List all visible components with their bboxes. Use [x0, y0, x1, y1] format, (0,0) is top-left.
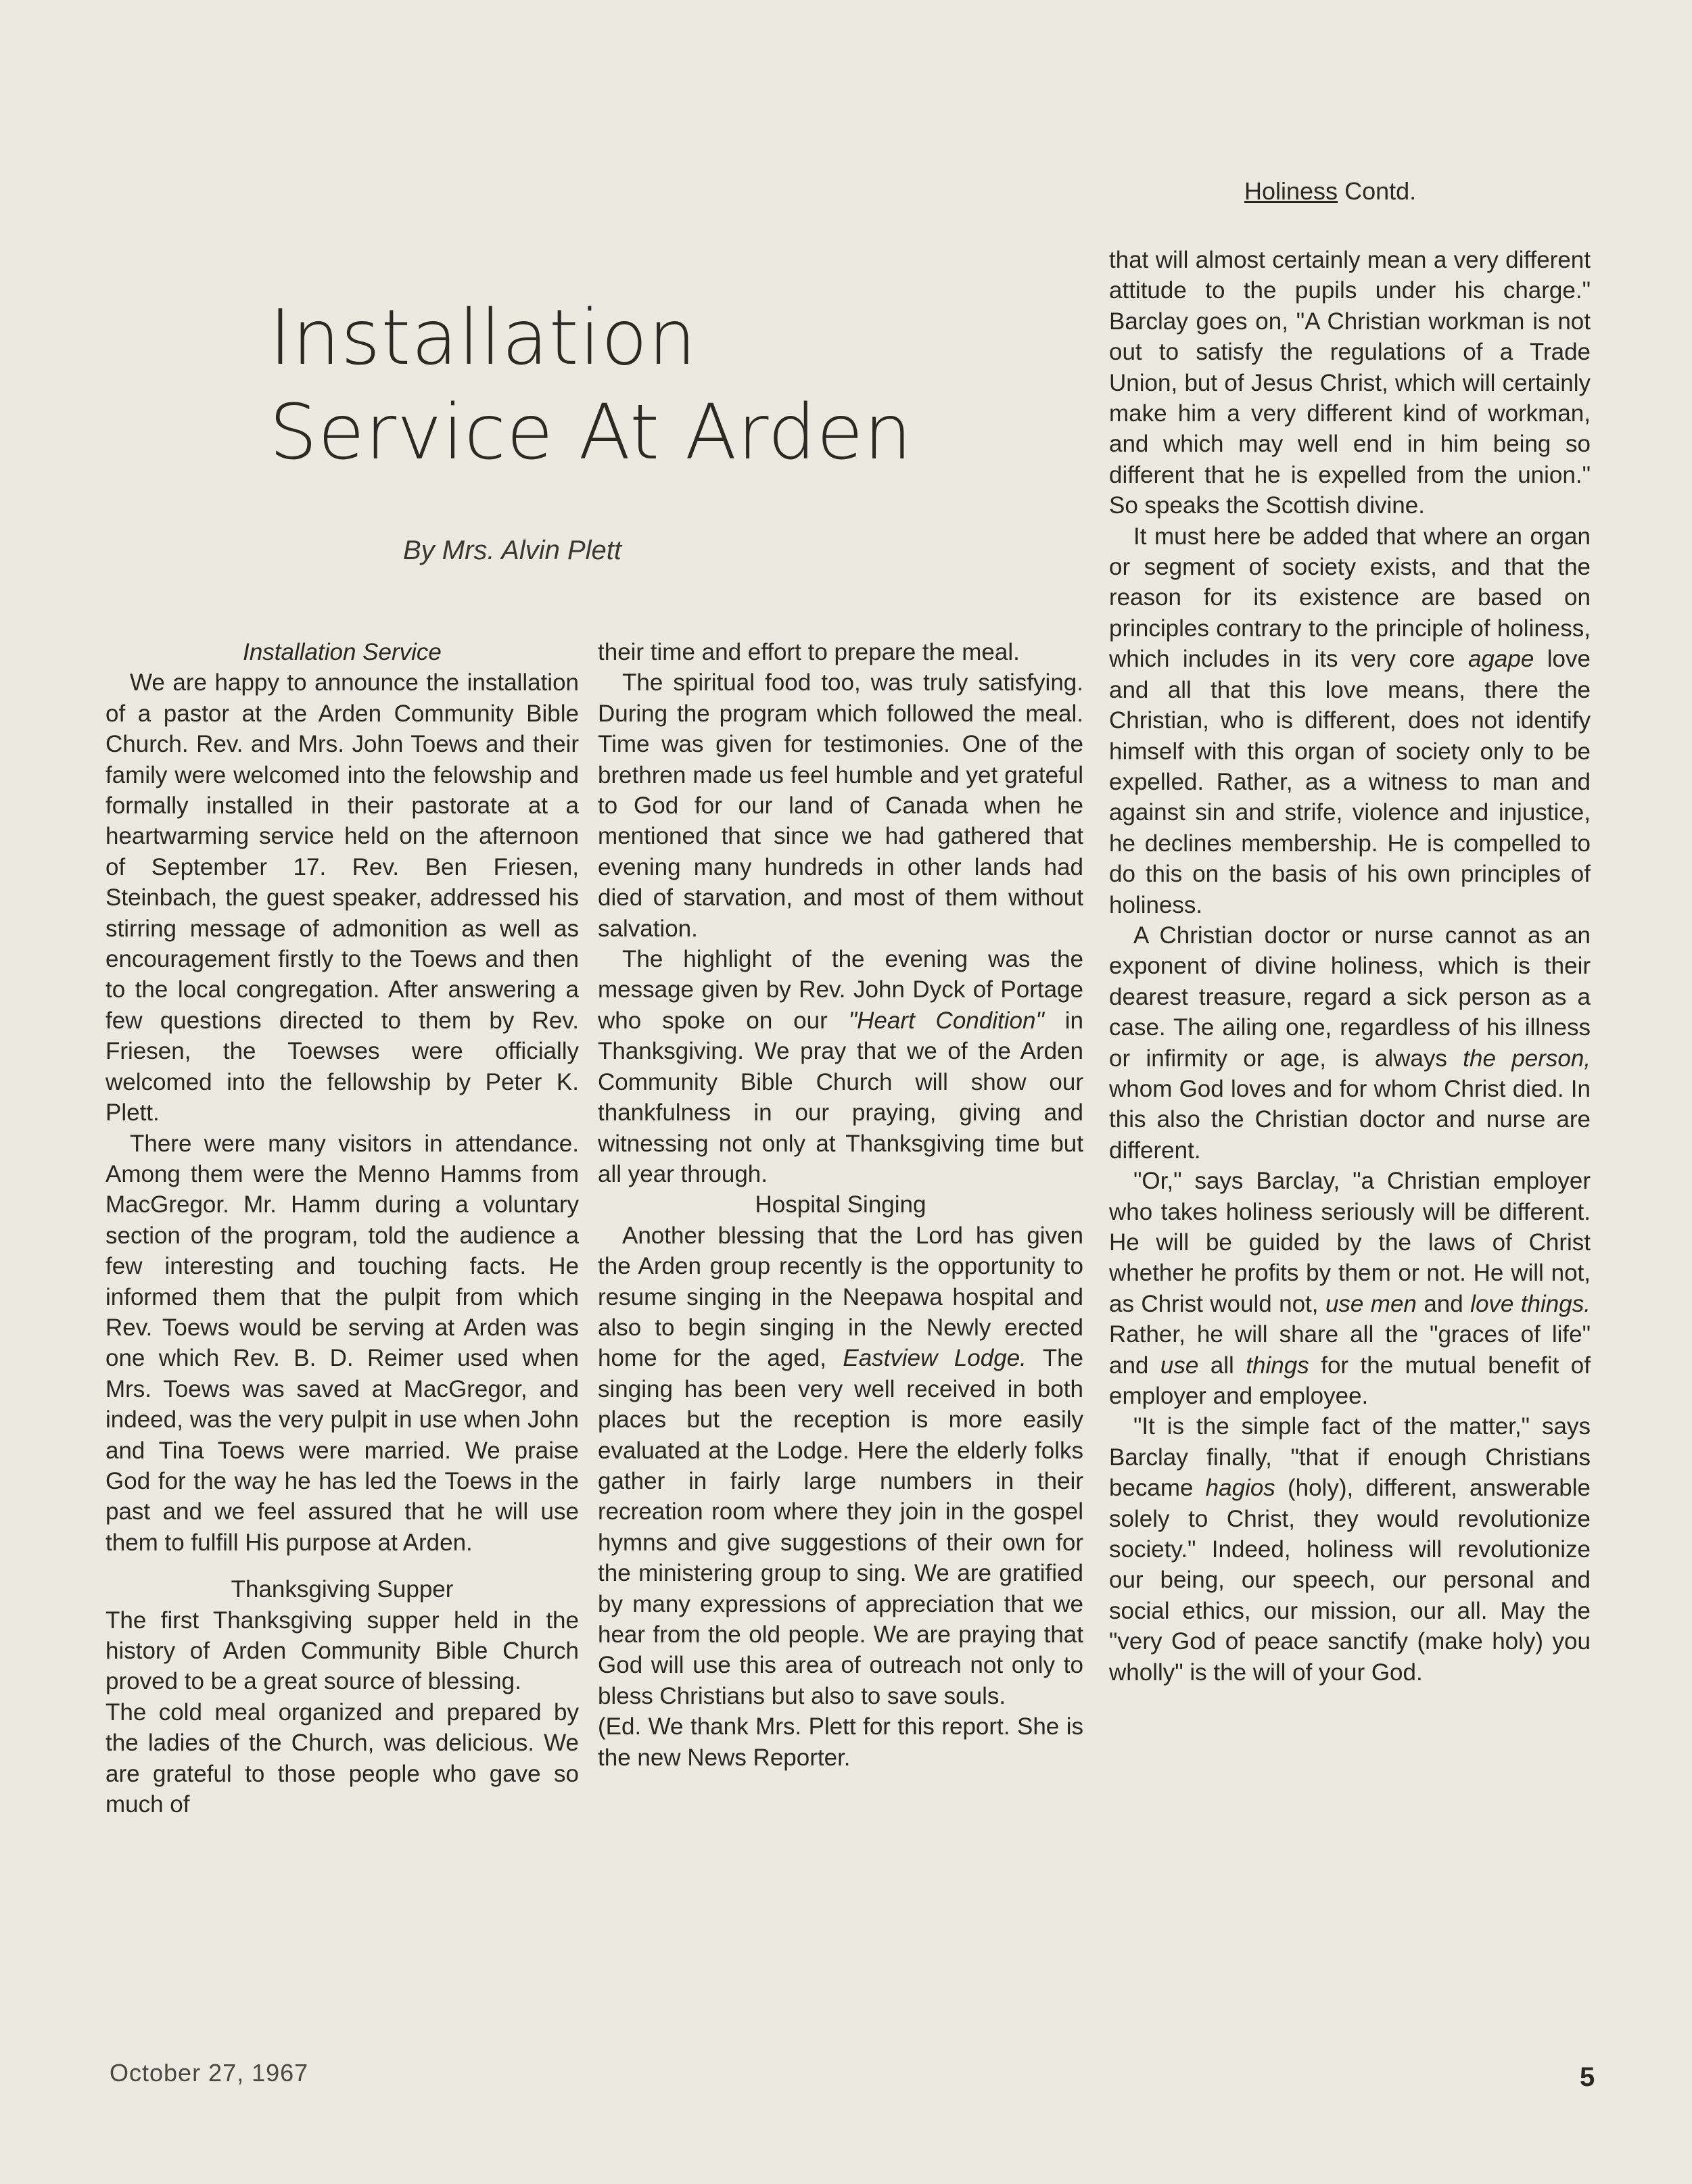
paragraph: that will almost certainly mean a very different attitude to the pupils under his charge." Barclay goes on, "A Christian workman is not out to satisfy the regulations of a Trade Union, but of Jesus Christ, which will certainly make him a very different kind of workman, and which may well end in him being so different that he is expelled from the union." So speaks the Scottish divine. — [1109, 247, 1591, 519]
text-run: "Or," says Barclay, "a Christian employer who takes holiness seriously will be different. He will be guided by the laws of Christ whether he profits by them or not. He will not, as Christ would not, — [1109, 1168, 1591, 1317]
paragraph: The first Thanksgiving supper held in the history of Arden Community Bible Church proved to be a great source of blessing. — [105, 1607, 579, 1695]
text-run-italic: use men — [1325, 1290, 1417, 1317]
text-run: A Christian doctor or nurse cannot as an exponent of divine holiness, which is their dearest treasure, regard a sick person as a case. The ailing one, regardless of his illness or infirmity or age, is always — [1109, 922, 1591, 1072]
paragraph — [1109, 1411, 1591, 1688]
text-run-italic: love things. — [1470, 1290, 1591, 1317]
holiness-column — [1109, 245, 1591, 1688]
article-column-1 — [105, 637, 579, 1820]
article-column-2 — [598, 637, 1083, 1773]
text-run-italic: use — [1160, 1352, 1199, 1379]
paragraph: We are happy to announce the installation of a pastor at the Arden Community Bible Church. Rev. and Mrs. John Toews and their family were welcomed into the felowship and formally installed in their pastorate at a heartwarming service held on the afternoon of September 17. Rev. Ben Friesen, Steinbach, the guest speaker, addressed his stirring message of admonition as well as encouragement firstly to the Toews and then to the local congregation. After answering a few questions directed to them by Rev. Friesen, the Toewses were officially welcomed into the fellowship by Peter K. Plett. — [105, 669, 579, 1126]
text-run-italic: the person, — [1463, 1045, 1591, 1072]
text-run: whom God loves and for whom Christ died. In this also the Christian doctor and nurse are different. — [1109, 1075, 1591, 1164]
text-run: (holy), different, answerable solely to Christ, they would revolutionize society." Indeed, holiness will revolutionize our being, our speech, our personal and social ethics, our mission, our all. May the "very God of peace sanctify (make holy) you wholly" is the will of your God. — [1109, 1475, 1591, 1686]
paragraph — [1109, 521, 1591, 920]
text-run: for the mutual benefit of employer and employee. — [1109, 1352, 1591, 1410]
text-run: all — [1210, 1352, 1234, 1379]
editor-note: (Ed. We thank Mrs. Plett for this report. She is the new News Reporter. — [598, 1713, 1083, 1771]
text-run: "It is the simple fact of the matter," says Barclay finally, "that if enough Christians became — [1109, 1413, 1591, 1502]
text-run: and — [1424, 1290, 1463, 1317]
text-run: in Thanksgiving. We pray that we of the Arden Community Bible Church will show our thankfulness in our praying, giving and witnessing not only at Thanksgiving time but all year through. — [598, 1007, 1083, 1187]
text-run: The highlight of the evening was the message given by Rev. John Dyck of Portage who spoke on our — [598, 946, 1083, 1034]
continuation-header — [1244, 177, 1416, 206]
text-run: Another blessing that the Lord has given the Arden group recently is the opportunity to resume singing in the Neepawa hospital and also to begin singing in the Newly erected home for the aged, — [598, 1222, 1083, 1372]
paragraph: The cold meal organized and prepared by the ladies of the Church, was delicious. We are grateful to those people who gave so much of — [105, 1699, 579, 1818]
text-run-italic: "Heart Condition" — [848, 1007, 1044, 1034]
text-run: The singing has been very well received in both places but the reception is more easily evaluated at the Lodge. Here the elderly folks gather in fairly large numbers in their recreation room where they join in the gospel hymns and give suggestions of their own for the ministering group to sing. We are gratified by many expressions of appreciation that we hear from the old people. We are praying that God will use this area of outreach not only to bless Christians but also to save souls. — [598, 1345, 1083, 1709]
article-title — [269, 291, 959, 480]
paragraph: There were many visitors in attendance. Among them were the Menno Hamms from MacGregor. Mr. Hamm during a voluntary section of the program, told the audience a few interesting and touching facts. He informed them that the pulpit from which Rev. Toews would be serving at Arden was one which Rev. B. D. Reimer used when Mrs. Toews was saved at MacGregor, and indeed, was the very pulpit in use when John and Tina Toews were married. We praise God for the way he has led the Toews in the past and we feel assured that he will use them to fulfill His purpose at Arden. — [105, 1130, 579, 1556]
page-number: 5 — [1580, 2062, 1595, 2092]
section-heading-thanksgiving: Thanksgiving Supper — [231, 1576, 454, 1603]
paragraph — [598, 1220, 1083, 1712]
paragraph: The spiritual food too, was truly satisfying. During the program which followed the meal. Time was given for testimonies. One of the brethren made us feel humble and yet grateful to God for our land of Canada when he mentioned that since we had gathered that evening many hundreds in other lands had died of starvation, and most of them without salvation. — [598, 669, 1083, 942]
text-run-italic: agape — [1468, 646, 1534, 673]
continuation-link[interactable]: Holiness — [1244, 177, 1338, 205]
paragraph — [598, 944, 1083, 1189]
section-heading-installation: Installation Service — [243, 639, 442, 665]
paragraph — [1109, 920, 1591, 1166]
text-run-italic: things — [1246, 1352, 1309, 1379]
article-title-line1: Installation — [269, 294, 697, 382]
text-run: love and all that this love means, there the Christian, who is different, does not identify himself with this organ of society only to be expelled. Rather, as a witness to man and against sin and strife, violence and injustice, he declines membership. He is compelled to do this on the basis of his own principles of holiness. — [1109, 646, 1591, 918]
text-run: Rather, he will share all the "graces of life" and — [1109, 1321, 1591, 1379]
continuation-suffix: Contd. — [1344, 177, 1417, 205]
text-run-italic: hagios — [1205, 1475, 1275, 1502]
text-run-italic: Eastview Lodge. — [843, 1345, 1027, 1372]
text-run: It must here be added that where an organ or segment of society exists, and that the reason for its existence are based on principles contrary to the principle of holiness, which includes in its very core — [1109, 523, 1591, 673]
article-title-line2: Service At Arden — [269, 389, 913, 477]
paragraph: their time and effort to prepare the meal. — [598, 639, 1020, 665]
section-heading-hospital: Hospital Singing — [755, 1191, 926, 1218]
issue-date: October 27, 1967 — [110, 2059, 309, 2087]
paragraph — [1109, 1166, 1591, 1411]
article-byline: By Mrs. Alvin Plett — [403, 536, 622, 565]
